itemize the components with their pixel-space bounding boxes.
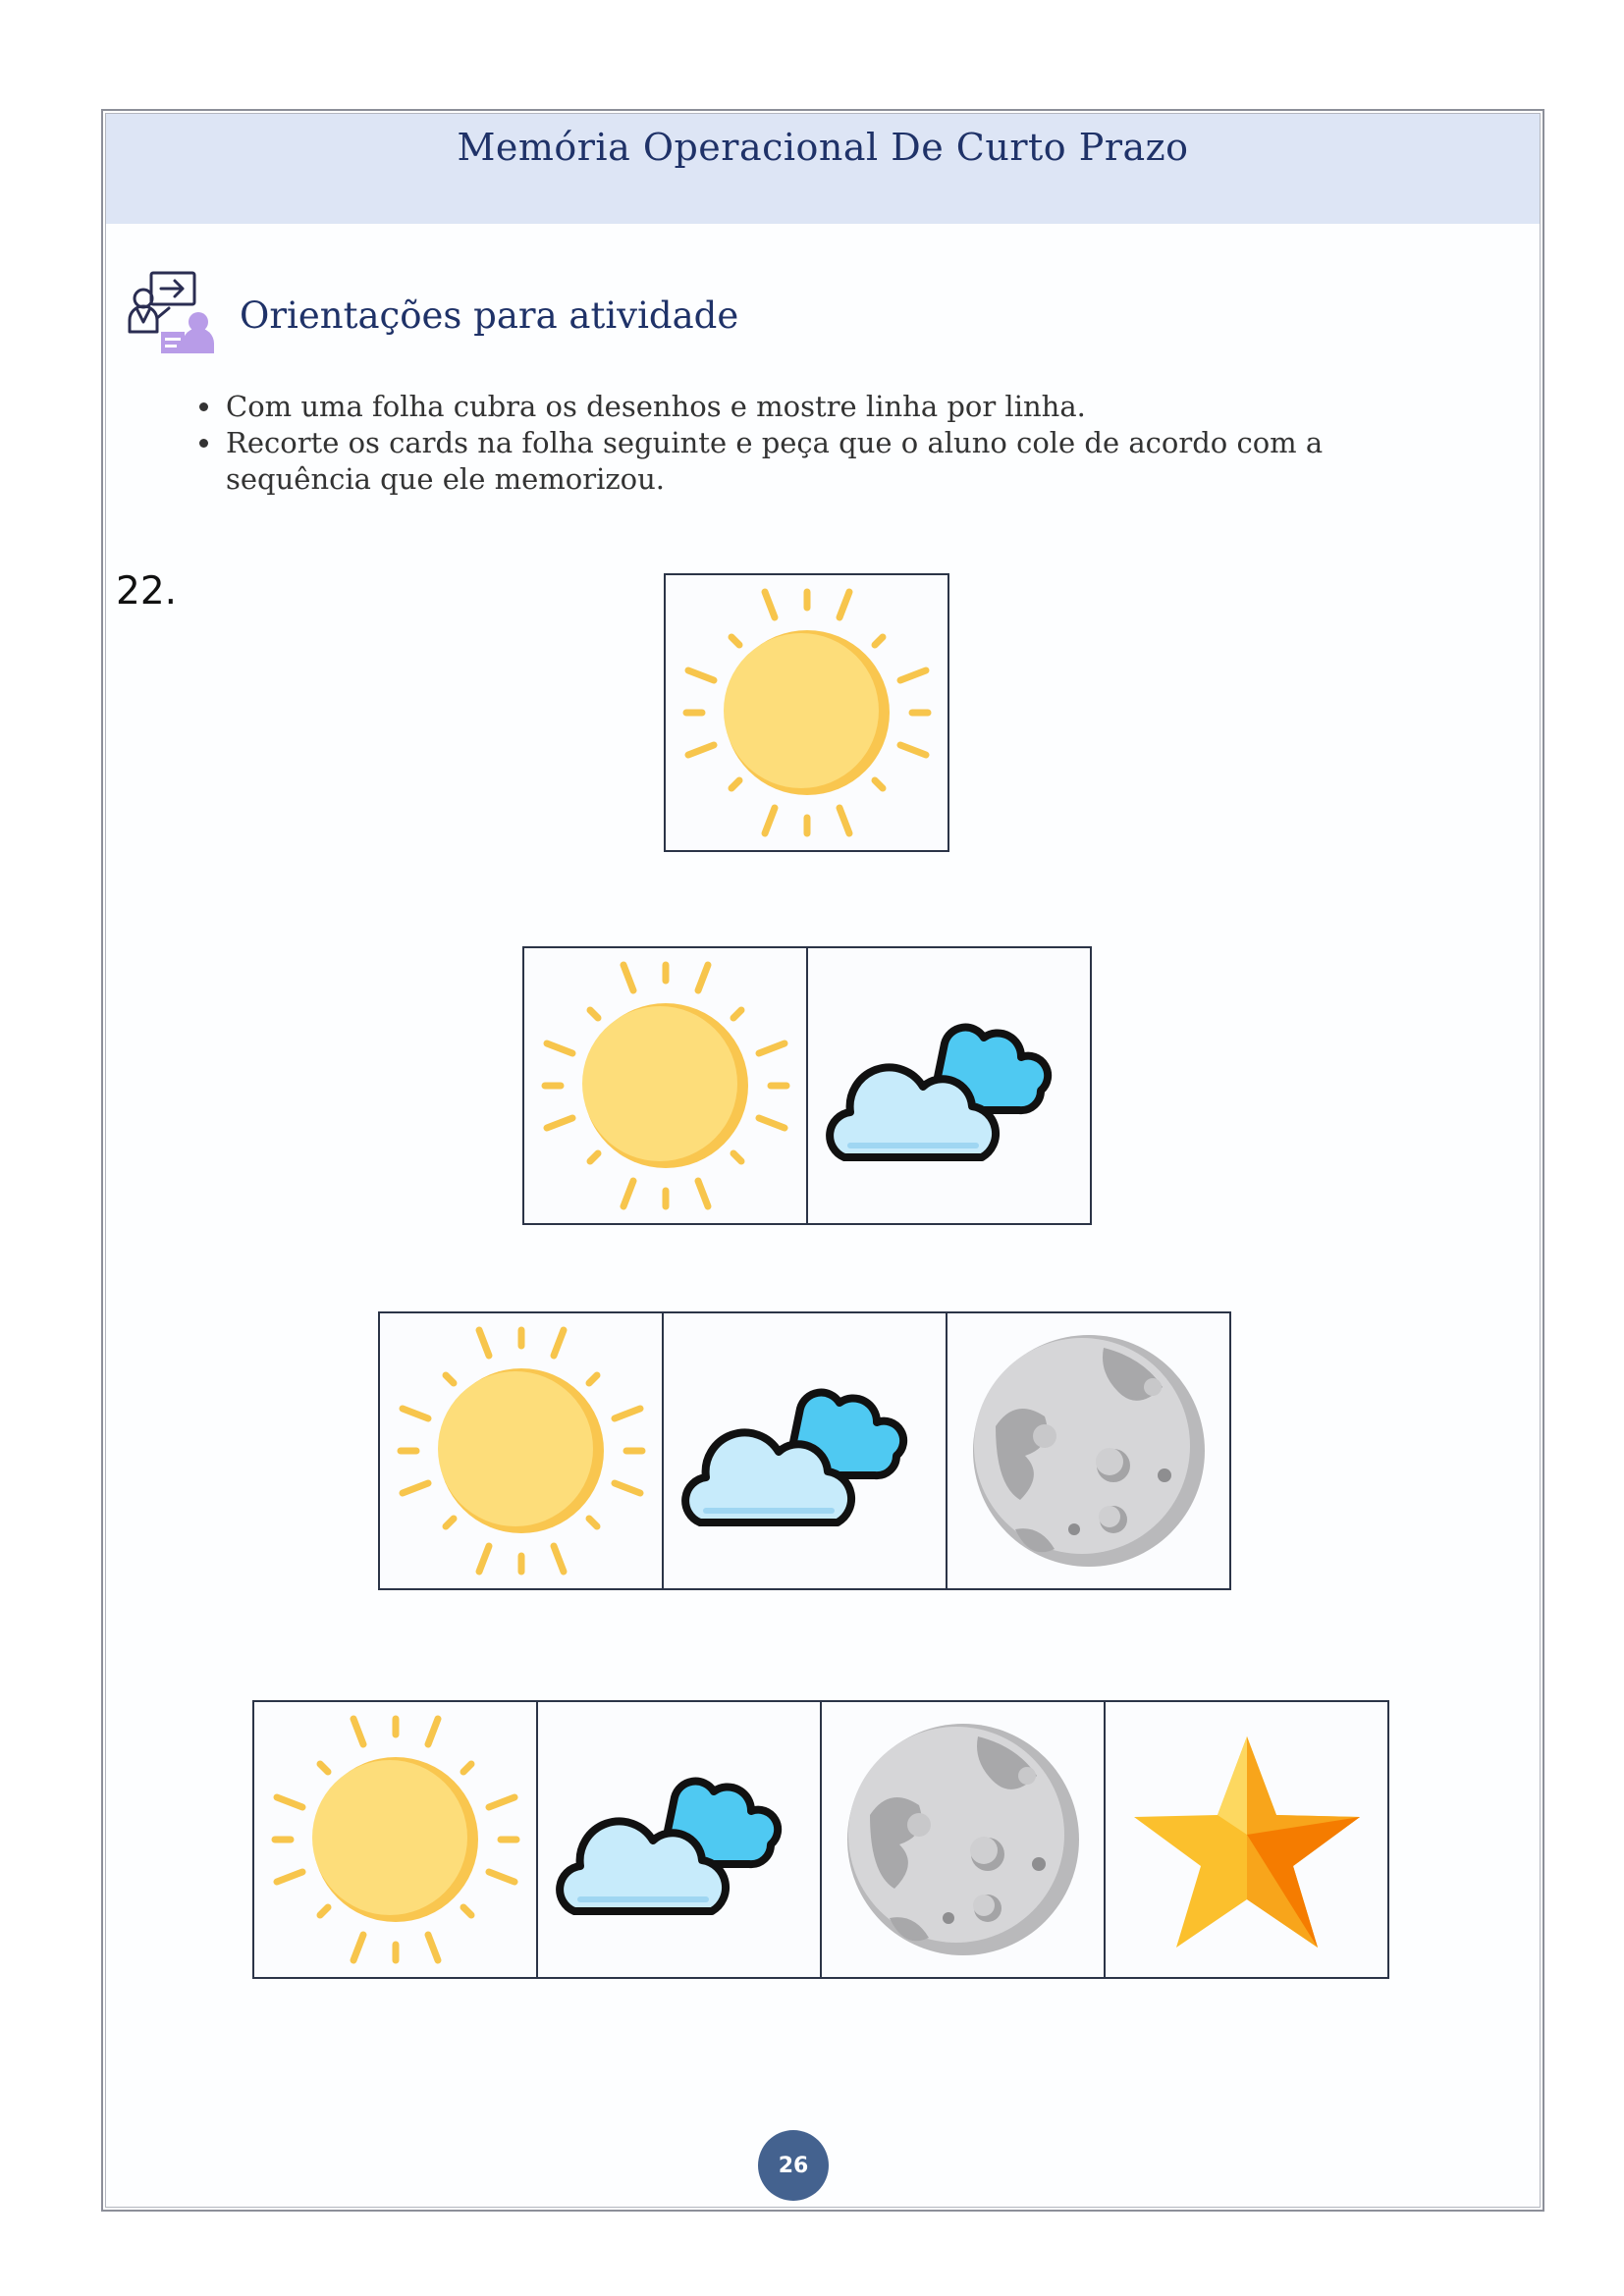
card-clouds	[536, 1700, 822, 1979]
exercise-number: 22.	[116, 569, 178, 614]
card-moon	[946, 1311, 1231, 1590]
moon-icon	[831, 1707, 1096, 1972]
section-title: Orientações para atividade	[240, 294, 739, 337]
page-number: 26	[758, 2130, 829, 2201]
sun-icon	[675, 580, 940, 845]
card-row-4	[252, 1700, 1389, 1979]
clouds-icon	[817, 953, 1082, 1218]
card-row-1	[664, 573, 949, 852]
card-moon	[820, 1700, 1106, 1979]
card-clouds	[806, 946, 1092, 1225]
page-title: Memória Operacional De Curto Prazo	[457, 126, 1189, 169]
card-sun	[252, 1700, 538, 1979]
sun-icon	[533, 953, 798, 1218]
card-star	[1104, 1700, 1389, 1979]
card-sun	[664, 573, 949, 852]
card-row-3	[378, 1311, 1231, 1590]
card-clouds	[662, 1311, 947, 1590]
clouds-icon	[547, 1707, 812, 1972]
instruction-item: • Com uma folha cubra os desenhos e mostre linha por linha.	[224, 389, 1441, 425]
sun-icon	[389, 1318, 654, 1583]
card-sun	[522, 946, 808, 1225]
clouds-icon	[673, 1318, 938, 1583]
card-sun	[378, 1311, 664, 1590]
teacher-presentation-icon	[122, 267, 216, 361]
moon-icon	[956, 1318, 1221, 1583]
star-icon	[1114, 1707, 1380, 1972]
sun-icon	[263, 1707, 528, 1972]
instruction-item: • Recorte os cards na folha seguinte e peça que o aluno cole de acordo com a sequência que ele memorizou.	[224, 425, 1441, 498]
card-row-2	[522, 946, 1092, 1225]
instruction-list	[175, 389, 1441, 498]
